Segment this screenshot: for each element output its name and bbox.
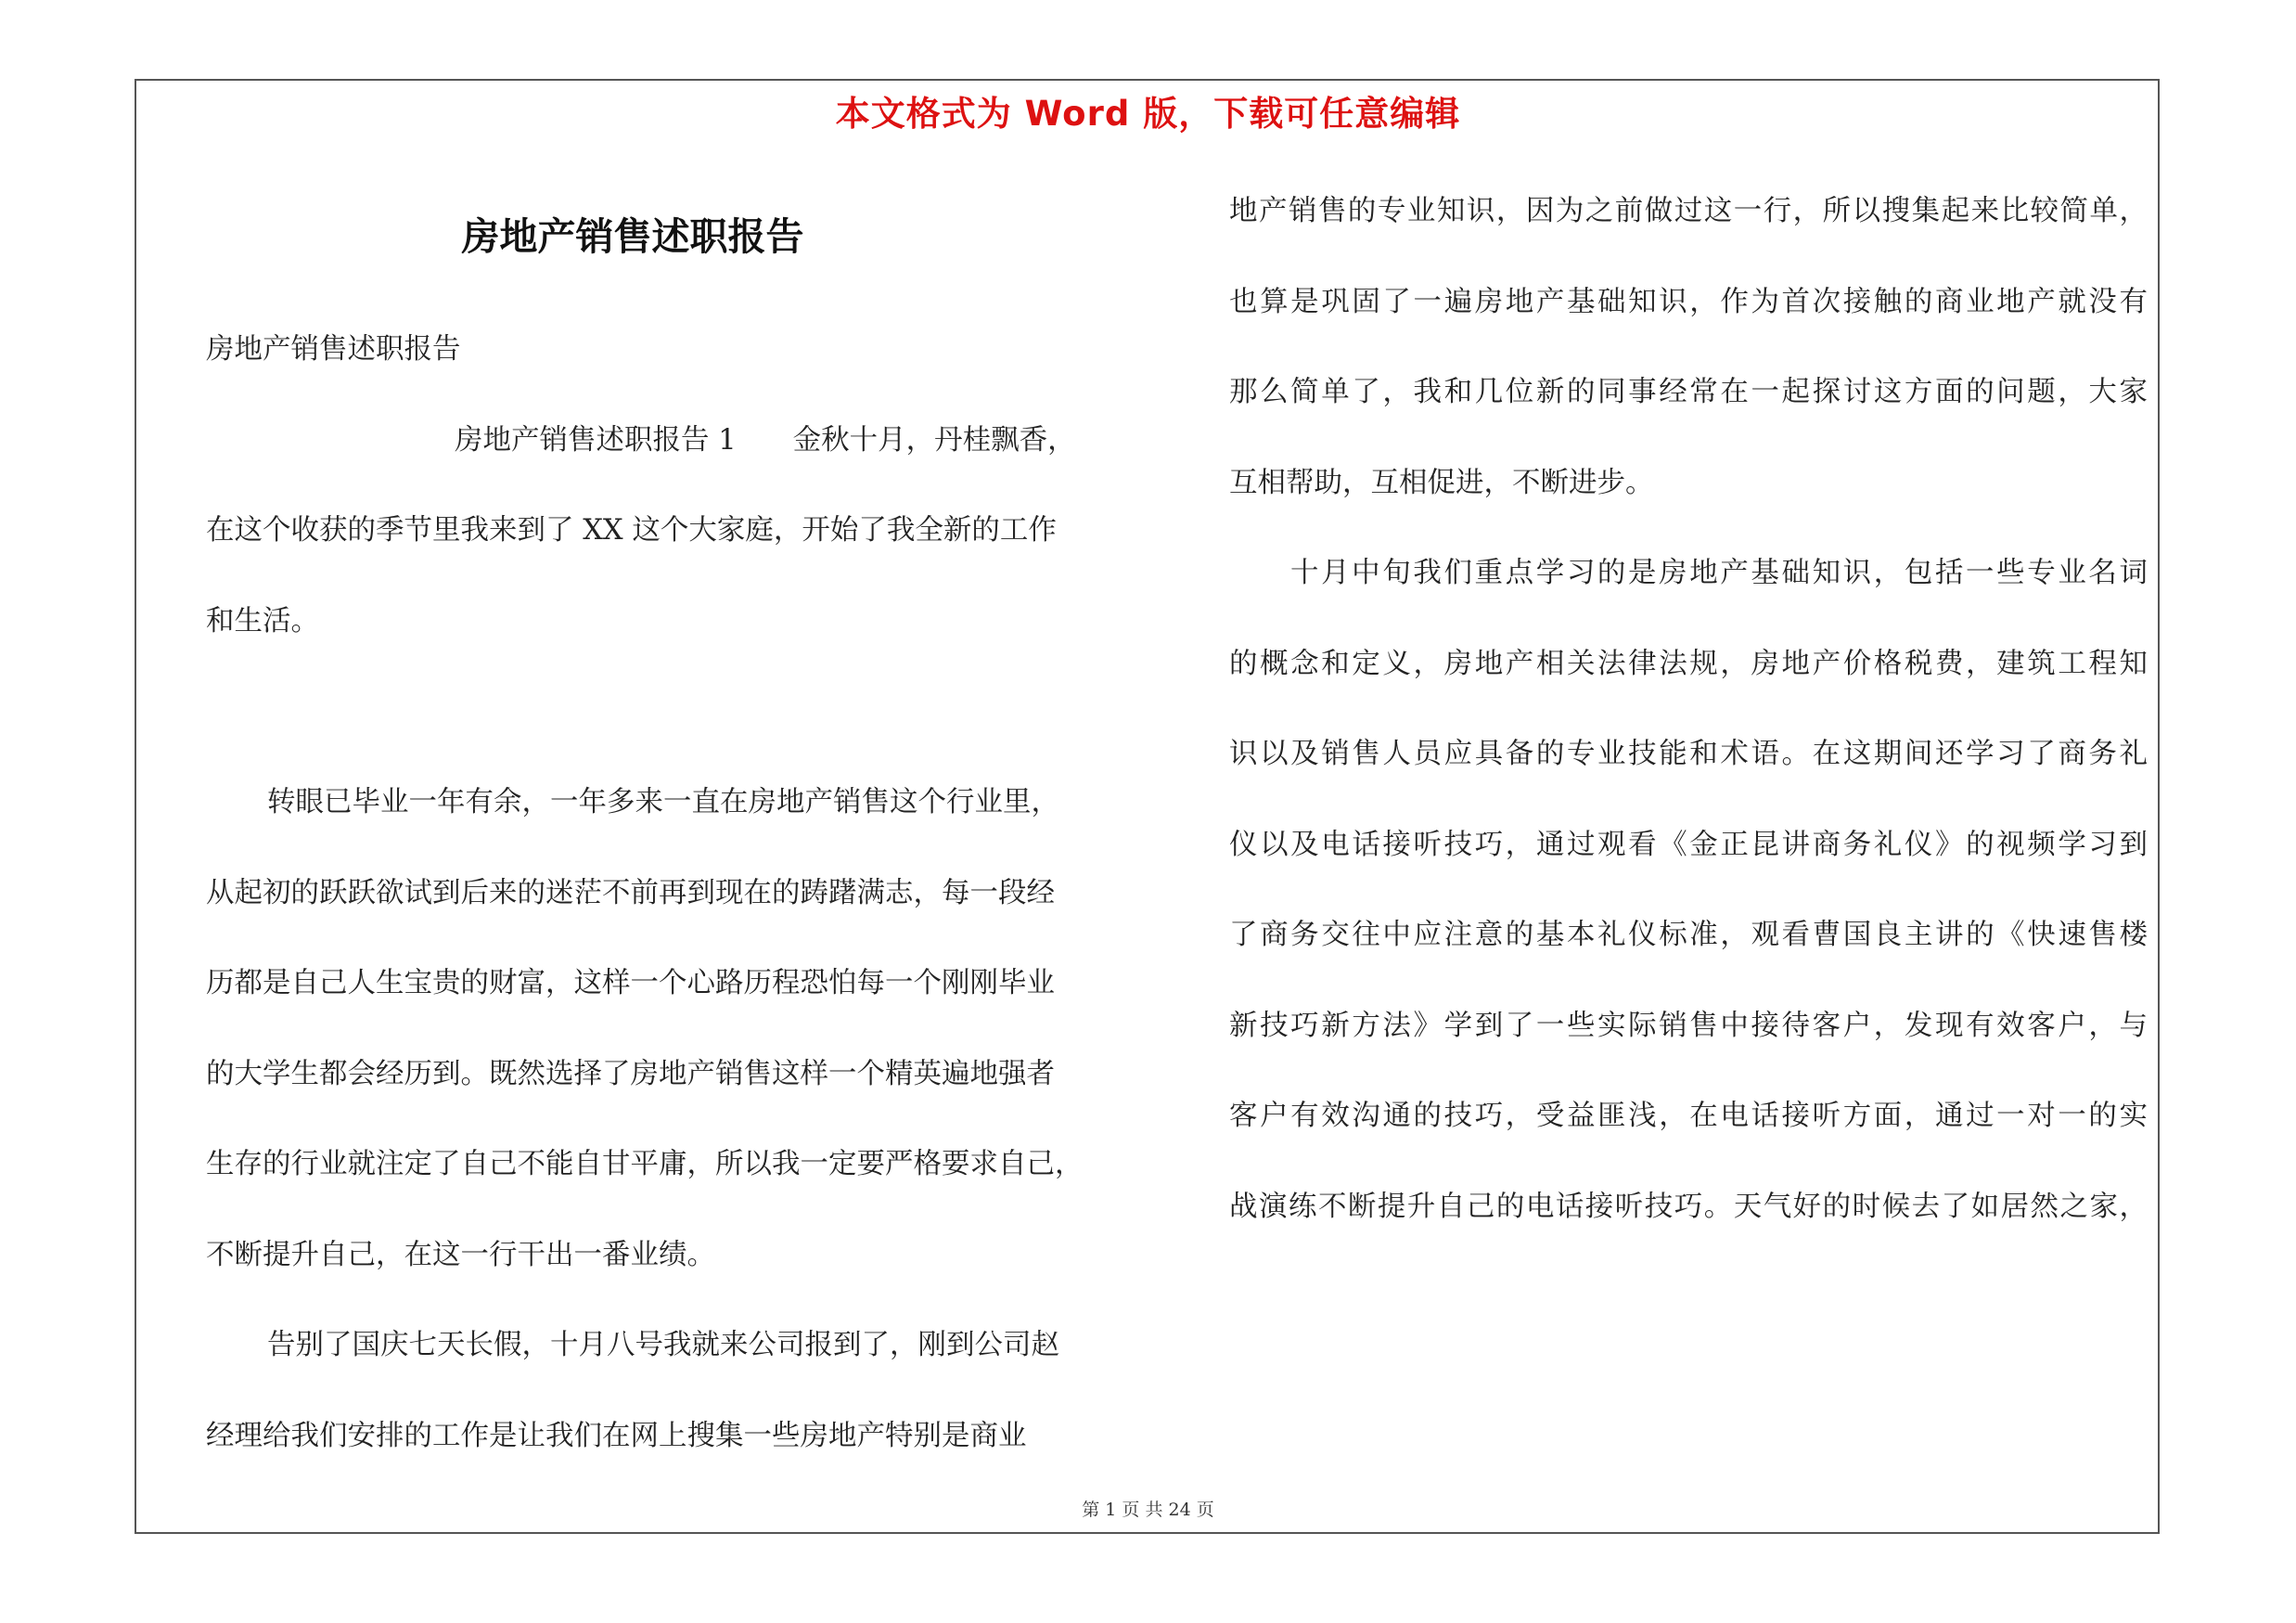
paragraph-line: 那么简单了，我和几位新的同事经常在一起探讨这方面的问题，大家 (1229, 376, 2148, 408)
page-number-footer: 第 1 页 共 24 页 (1082, 1500, 1214, 1520)
paragraph-line: 历都是自己人生宝贵的财富，这样一个心路历程恐怕每一个刚刚毕业 (206, 967, 1055, 999)
paragraph-line: 生存的行业就注定了自己不能自甘平庸，所以我一定要严格要求自己， (206, 1148, 1084, 1180)
paragraph-line: 也算是巩固了一遍房地产基础知识，作为首次接触的商业地产就没有 (1229, 286, 2148, 318)
word-format-banner: 本文格式为 Word 版，下载可任意编辑 (835, 94, 1461, 134)
paragraph-line: 战演练不断提升自己的电话接听技巧。天气好的时候去了如居然之家， (1229, 1191, 2148, 1223)
paragraph-line: 房地产销售述职报告 (206, 333, 461, 366)
paragraph-line: 新技巧新方法》学到了一些实际销售中接待客户，发现有效客户，与 (1229, 1010, 2148, 1042)
paragraph-line: 不断提升自己，在这一行干出一番业绩。 (206, 1239, 715, 1271)
paragraph-line: 十月中旬我们重点学习的是房地产基础知识，包括一些专业名词 (1290, 557, 2148, 589)
paragraph-line: 了商务交往中应注意的基本礼仪标准，观看曹国良主讲的《快速售楼 (1229, 919, 2148, 951)
paragraph-line: 转眼已毕业一年有余，一年多来一直在房地产销售这个行业里， (267, 786, 1059, 818)
paragraph-line: 房地产销售述职报告 1 金秋十月，丹桂飘香， (455, 424, 1076, 457)
paragraph-line: 经理给我们安排的工作是让我们在网上搜集一些房地产特别是商业 (206, 1420, 1027, 1452)
paragraph-line: 地产销售的专业知识，因为之前做过这一行，所以搜集起来比较简单， (1229, 195, 2148, 227)
paragraph-line: 互相帮助，互相促进，不断进步。 (1229, 467, 1654, 499)
paragraph-line: 告别了国庆七天长假，十月八号我就来公司报到了，刚到公司赵 (267, 1329, 1059, 1361)
paragraph-line: 在这个收获的季节里我来到了 XX 这个大家庭，开始了我全新的工作 (206, 514, 1057, 547)
document-title: 房地产销售述职报告 (461, 214, 804, 259)
paragraph-line: 的概念和定义，房地产相关法律法规，房地产价格税费，建筑工程知 (1229, 648, 2148, 680)
paragraph-line: 客户有效沟通的技巧，受益匪浅，在电话接听方面，通过一对一的实 (1229, 1100, 2148, 1132)
paragraph-line: 和生活。 (206, 605, 319, 638)
paragraph-line: 的大学生都会经历到。既然选择了房地产销售这样一个精英遍地强者 (206, 1058, 1055, 1090)
paragraph-line: 仪以及电话接听技巧，通过观看《金正昆讲商务礼仪》的视频学习到 (1229, 829, 2148, 861)
paragraph-line: 识以及销售人员应具备的专业技能和术语。在这期间还学习了商务礼 (1229, 738, 2148, 770)
paragraph-line: 从起初的跃跃欲试到后来的迷茫不前再到现在的踌躇满志，每一段经 (206, 877, 1055, 909)
